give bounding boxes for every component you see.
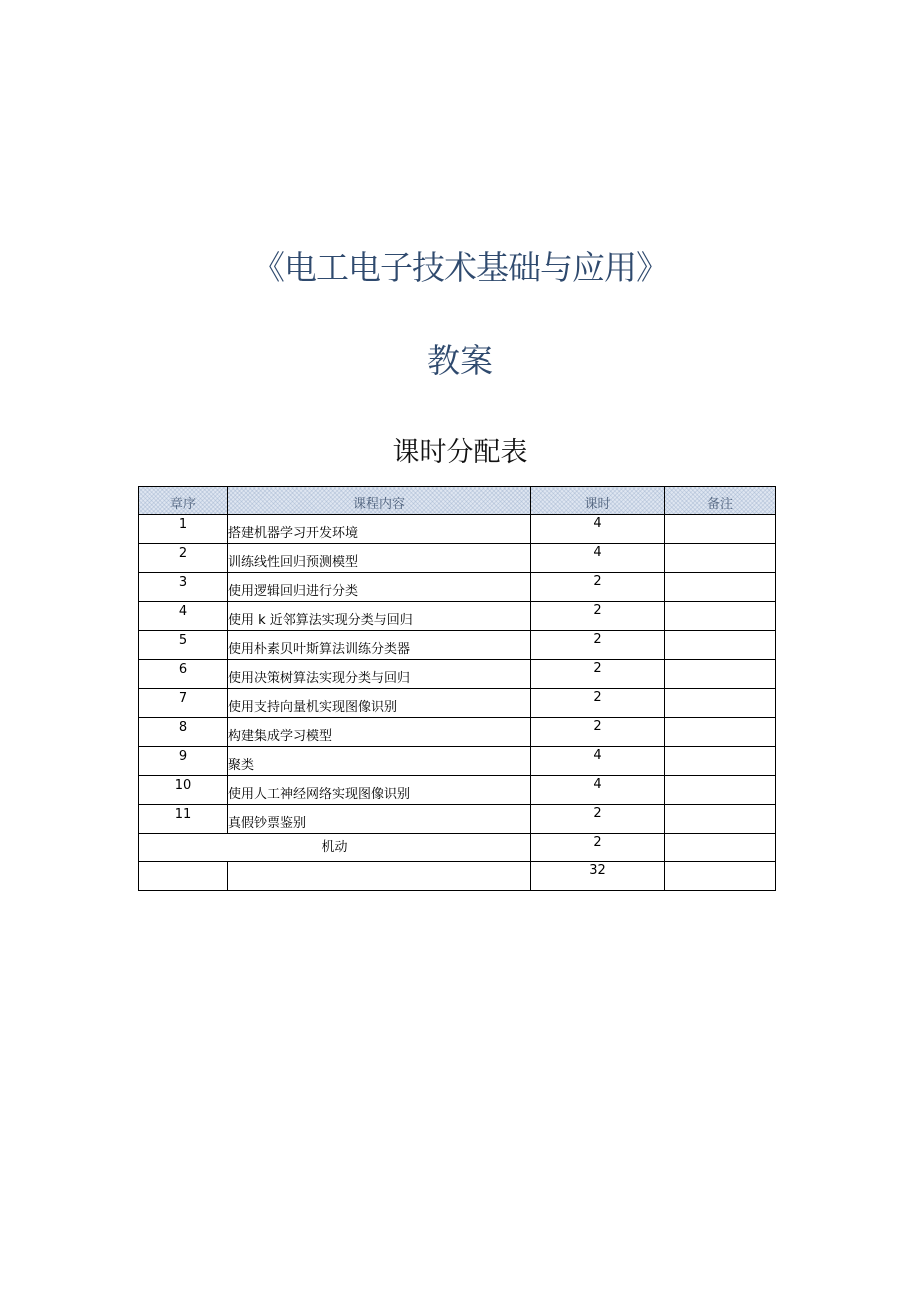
table-row (139, 776, 776, 805)
cell-content: 使用 k 近邻算法实现分类与回归 (228, 602, 531, 631)
cell-content: 使用人工神经网络实现图像识别 (228, 776, 531, 805)
cell-notes (665, 544, 776, 573)
document-title: 《电工电子技术基础与应用》 (252, 248, 668, 287)
cell-notes (665, 776, 776, 805)
cell-content: 构建集成学习模型 (228, 718, 531, 747)
cell-hours: 4 (531, 747, 665, 776)
table-row (139, 544, 776, 573)
cell-notes (665, 631, 776, 660)
cell-content: 搭建机器学习开发环境 (228, 515, 531, 544)
cell-flex-notes (665, 834, 776, 862)
cell-notes (665, 660, 776, 689)
cell-notes (665, 602, 776, 631)
cell-hours: 2 (531, 602, 665, 631)
table-title: 课时分配表 (392, 437, 528, 468)
total-row (139, 862, 776, 891)
schedule-table (138, 486, 776, 891)
cell-notes (665, 805, 776, 834)
cell-content: 训练线性回归预测模型 (228, 544, 531, 573)
table-row (139, 602, 776, 631)
cell-chapter: 5 (139, 631, 228, 660)
header-chapter: 章序 (139, 487, 228, 515)
cell-chapter: 10 (139, 776, 228, 805)
cell-hours: 2 (531, 573, 665, 602)
cell-notes (665, 718, 776, 747)
cell-hours: 4 (531, 515, 665, 544)
table-row (139, 660, 776, 689)
cell-total-notes (665, 862, 776, 891)
cell-chapter: 11 (139, 805, 228, 834)
header-hours: 课时 (531, 487, 665, 515)
cell-flex-hours: 2 (531, 834, 665, 862)
table-row (139, 515, 776, 544)
cell-chapter: 1 (139, 515, 228, 544)
cell-chapter: 3 (139, 573, 228, 602)
cell-hours: 2 (531, 631, 665, 660)
cell-notes (665, 573, 776, 602)
cell-content: 使用朴素贝叶斯算法训练分类器 (228, 631, 531, 660)
table-row (139, 747, 776, 776)
cell-content: 使用支持向量机实现图像识别 (228, 689, 531, 718)
cell-hours: 2 (531, 718, 665, 747)
cell-hours: 2 (531, 805, 665, 834)
cell-content: 真假钞票鉴别 (228, 805, 531, 834)
cell-content: 使用逻辑回归进行分类 (228, 573, 531, 602)
cell-notes (665, 747, 776, 776)
table-row (139, 718, 776, 747)
cell-total-hours: 32 (531, 862, 665, 891)
cell-chapter: 4 (139, 602, 228, 631)
cell-chapter: 9 (139, 747, 228, 776)
cell-chapter: 7 (139, 689, 228, 718)
document-subtitle: 教案 (427, 341, 493, 380)
header-notes: 备注 (665, 487, 776, 515)
cell-hours: 4 (531, 544, 665, 573)
cell-chapter: 6 (139, 660, 228, 689)
table-row (139, 805, 776, 834)
cell-content: 聚类 (228, 747, 531, 776)
table-row (139, 573, 776, 602)
cell-total-content (228, 862, 531, 891)
table-row (139, 631, 776, 660)
table-row (139, 689, 776, 718)
cell-hours: 2 (531, 689, 665, 718)
table-header-row (139, 487, 776, 515)
cell-flex-label: 机动 (139, 834, 531, 862)
cell-notes (665, 689, 776, 718)
flex-row (139, 834, 776, 862)
cell-hours: 4 (531, 776, 665, 805)
cell-content: 使用决策树算法实现分类与回归 (228, 660, 531, 689)
header-content: 课程内容 (228, 487, 531, 515)
cell-notes (665, 515, 776, 544)
cell-total-chapter (139, 862, 228, 891)
cell-hours: 2 (531, 660, 665, 689)
cell-chapter: 8 (139, 718, 228, 747)
cell-chapter: 2 (139, 544, 228, 573)
